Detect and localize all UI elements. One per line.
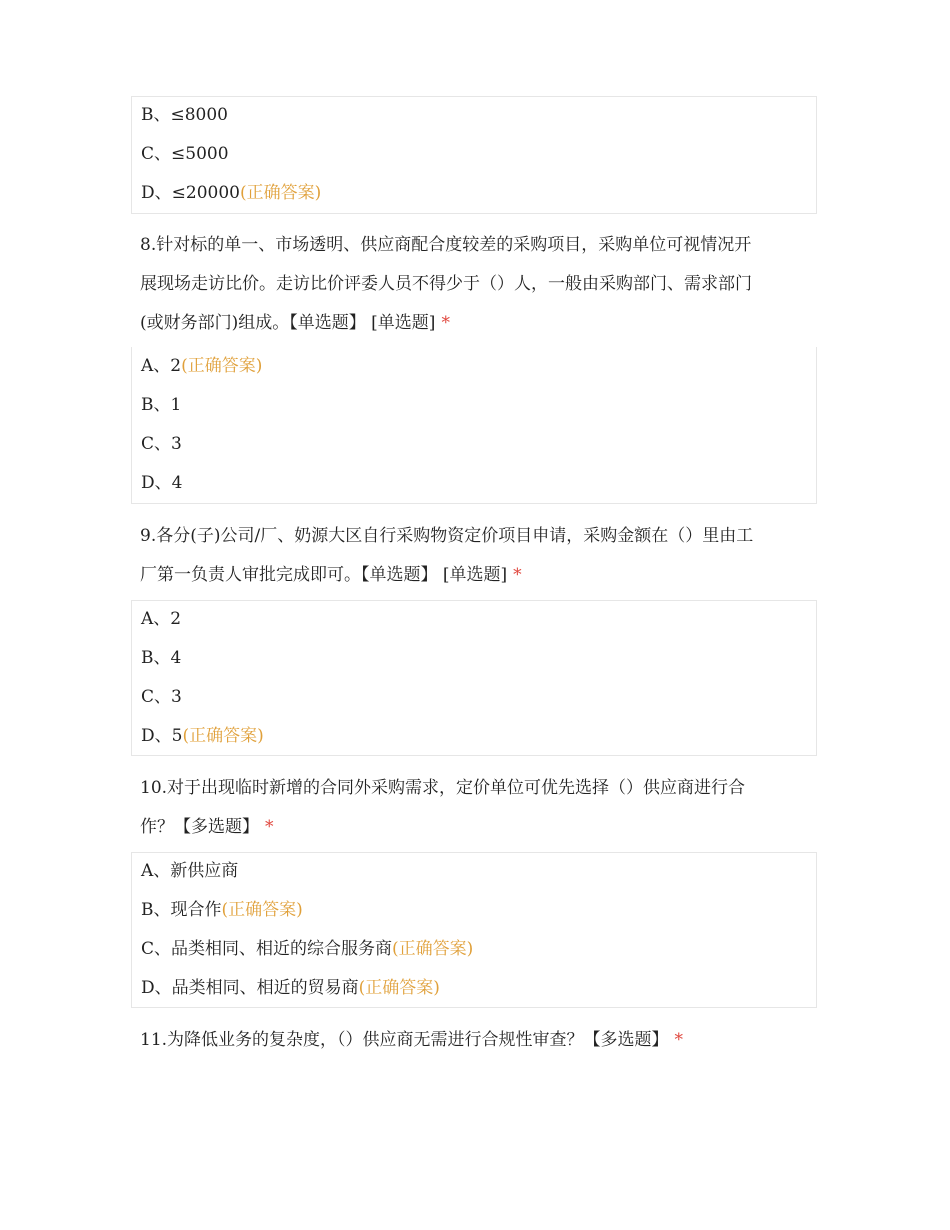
correct-answer-label: (正确答案)	[358, 978, 440, 998]
question-line: 9.各分(子)公司/厂、奶源大区自行采购物资定价项目申请，采购金额在（）里由工	[140, 526, 754, 546]
question-line	[140, 304, 815, 343]
option-text: B、1	[141, 395, 182, 415]
question-line-text: 作？【多选题】	[140, 817, 259, 837]
question-line: 展现场走访比价。走访比价评委人员不得少于（）人，一般由采购部门、需求部门	[140, 274, 752, 294]
option-text: A、2	[141, 609, 182, 629]
q7-option-b[interactable]	[141, 103, 228, 127]
option-text: C、3	[141, 434, 182, 454]
q8-option-b[interactable]	[141, 393, 181, 417]
correct-answer-label: (正确答案)	[392, 939, 474, 959]
required-mark: *	[513, 565, 522, 585]
correct-answer-label: (正确答案)	[181, 356, 263, 376]
q9-option-c[interactable]	[141, 685, 182, 709]
q10-option-d[interactable]	[141, 976, 440, 1000]
option-text: D、5	[141, 726, 183, 746]
option-text: B、≤8000	[141, 105, 229, 125]
q10-option-a[interactable]	[141, 859, 238, 883]
q7-option-d[interactable]	[141, 181, 321, 205]
option-text: B、4	[141, 648, 182, 668]
q8-option-a[interactable]	[141, 354, 262, 378]
question-line-text: (或财务部门)组成。【单选题】 [单选题]	[140, 313, 436, 333]
required-mark: *	[674, 1030, 684, 1050]
option-text: C、3	[141, 687, 182, 707]
option-text: B、现合作	[141, 900, 222, 920]
question-8-title	[140, 226, 815, 343]
q9-options-box	[131, 600, 817, 756]
question-line-text: 厂第一负责人审批完成即可。【单选题】 [单选题]	[140, 565, 508, 585]
q9-option-b[interactable]	[141, 646, 181, 670]
correct-answer-label: (正确答案)	[221, 900, 303, 920]
question-line-text: 11.为降低业务的复杂度，（）供应商无需进行合规性审查？【多选题】	[140, 1030, 669, 1050]
option-text: C、品类相同、相近的综合服务商	[141, 939, 393, 959]
required-mark: *	[441, 313, 450, 333]
correct-answer-label: (正确答案)	[239, 183, 322, 203]
q10-option-c[interactable]	[141, 937, 473, 961]
q9-option-d[interactable]	[141, 724, 264, 748]
question-9-title	[140, 517, 815, 595]
question-line: 8.针对标的单一、市场透明、供应商配合度较差的采购项目，采购单位可视情况开	[140, 235, 752, 255]
option-text: C、≤5000	[141, 144, 229, 164]
question-line	[140, 1021, 815, 1060]
q10-options-box	[131, 852, 817, 1008]
option-text: D、≤20000	[141, 183, 240, 203]
option-text: A、2	[141, 356, 182, 376]
question-11-title	[140, 1021, 815, 1060]
q8-options-box	[131, 347, 817, 504]
q10-option-b[interactable]	[141, 898, 303, 922]
option-text: D、品类相同、相近的贸易商	[141, 978, 359, 998]
q7-options-box	[131, 96, 817, 214]
question-line	[140, 808, 815, 847]
question-10-title	[140, 769, 815, 847]
question-line: 10.对于出现临时新增的合同外采购需求，定价单位可优先选择（）供应商进行合	[140, 778, 746, 798]
required-mark: *	[265, 817, 274, 837]
correct-answer-label: (正确答案)	[182, 726, 264, 746]
q8-option-c[interactable]	[141, 432, 182, 456]
option-text: D、4	[141, 473, 183, 493]
q8-option-d[interactable]	[141, 471, 182, 495]
question-line	[140, 556, 815, 595]
q9-option-a[interactable]	[141, 607, 181, 631]
q7-option-c[interactable]	[141, 142, 229, 166]
option-text: A、新供应商	[141, 861, 239, 881]
